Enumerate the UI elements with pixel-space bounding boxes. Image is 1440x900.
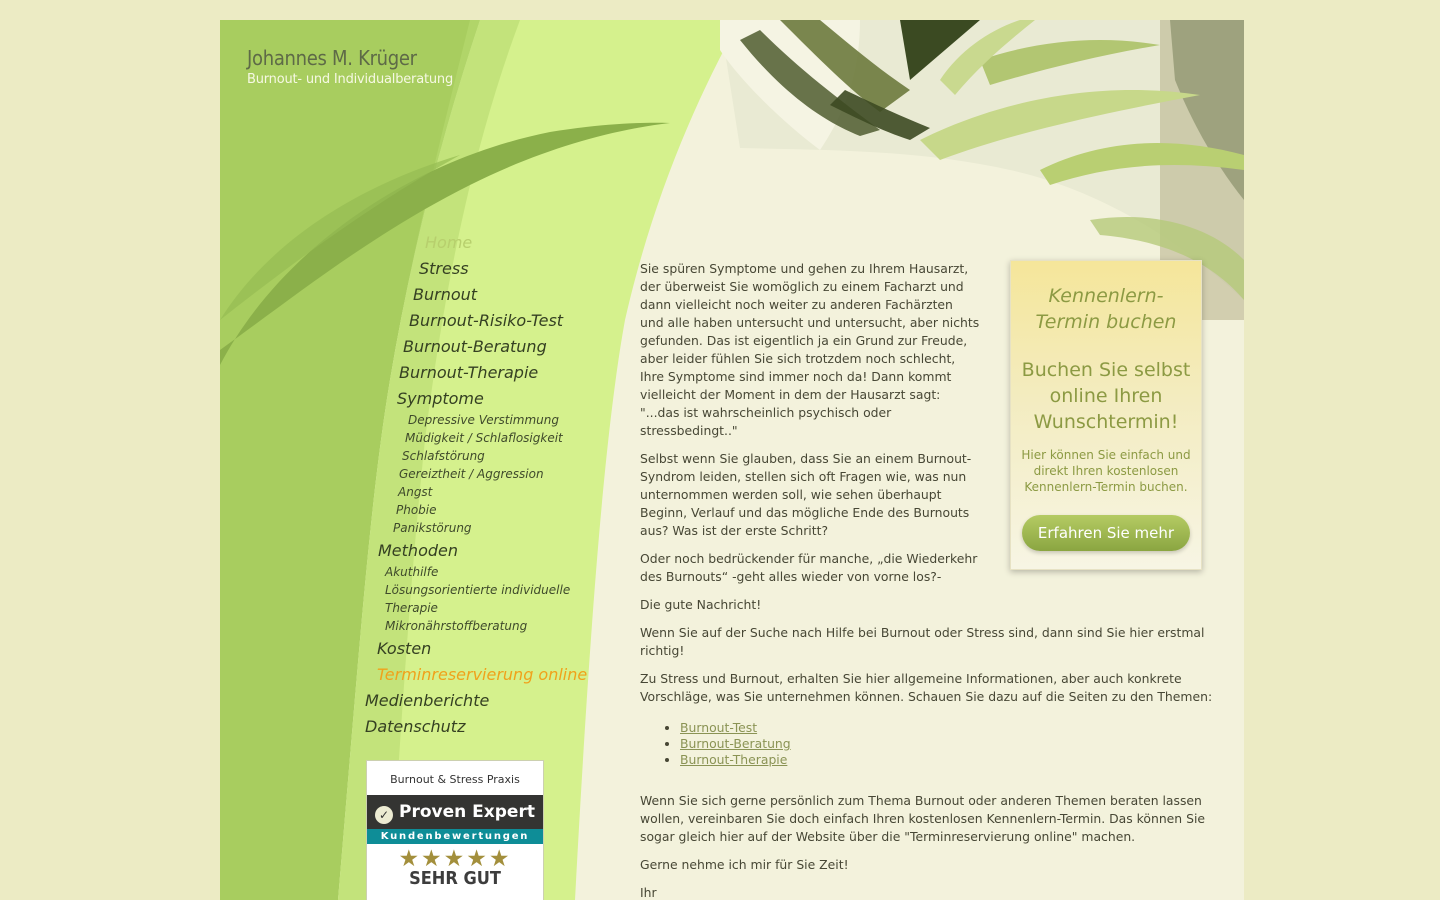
nav-subitem-muedigkeit[interactable]: Müdigkeit / Schlaflosigkeit (405, 431, 563, 445)
content-paragraph: Zu Stress und Burnout, erhalten Sie hier allgemeine Informationen, aber auch konkrete Vorschläge, was Sie unternehmen können. Schauen Sie dazu auf die Seiten zu den Themen: (640, 671, 1213, 704)
badge-band: Kundenbewertungen (367, 829, 543, 844)
content-paragraph: Die gute Nachricht! (640, 597, 762, 612)
list-item (680, 720, 1230, 736)
nav-subitem-gereiztheit[interactable]: Gereiztheit / Aggression (399, 467, 544, 481)
nav-item-terminreservierung[interactable]: Terminreservierung online (377, 665, 588, 684)
nav-item-datenschutz[interactable]: Datenschutz (365, 717, 466, 736)
nav-subitem-akuthilfe[interactable]: Akuthilfe (385, 565, 439, 579)
booking-headline: Buchen Sie selbst online Ihren Wunschtermin! (1021, 359, 1191, 433)
badge-logo (367, 795, 543, 829)
rating-label: SEHR GUT (409, 868, 501, 889)
nav-item-burnout-beratung[interactable]: Burnout-Beratung (403, 337, 547, 356)
content-paragraph: Wenn Sie auf der Suche nach Hilfe bei Burnout oder Stress sind, dann sind Sie hier erstmal richtig! (640, 625, 1205, 658)
nav-subitem-mikronaehrstoffberatung[interactable]: Mikronährstoffberatung (385, 619, 528, 633)
content-paragraph: Sie spüren Symptome und gehen zu Ihrem Hausarzt, der überweist Sie womöglich zu einem Facharzt und dann vielleicht noch weiter zu anderen Fachärzten und alle haben untersucht und untersucht, aber nichts gefunden. Das ist eigentlich ja ein Grund zur Freude, aber leider fühlen Sie sich trotzdem noch schlecht, Ihre Symptome sind immer noch da! Dann kommt vielleicht der Moment in dem der Hausarzt sagt: "...das ist wahrscheinlich psychisch oder stressbedingt.." (640, 261, 980, 438)
nav-item-burnout-therapie[interactable]: Burnout-Therapie (399, 363, 539, 382)
nav-item-burnout[interactable]: Burnout (413, 285, 478, 304)
brand-name[interactable]: Johannes M. Krüger (247, 46, 417, 70)
content-paragraph: Gerne nehme ich mir für Sie Zeit! (640, 857, 849, 872)
badge-title: Burnout & Stress Praxis (390, 773, 520, 786)
nav-item-kosten[interactable]: Kosten (377, 639, 432, 658)
nav-subitem-therapie[interactable]: Therapie (385, 601, 438, 615)
booking-box (1010, 260, 1202, 570)
brand-subtitle: Burnout- und Individualberatung (247, 72, 453, 87)
list-item (680, 752, 1230, 768)
topic-link-list (640, 720, 1230, 768)
nav-subitem-depressive-verstimmung[interactable]: Depressive Verstimmung (408, 413, 560, 427)
learn-more-button[interactable]: Erfahren Sie mehr (1022, 515, 1190, 551)
proven-expert-badge[interactable] (366, 760, 544, 900)
booking-title: Kennenlern-Termin buchen (1035, 285, 1177, 333)
booking-text: Hier können Sie einfach und direkt Ihren kostenlosen Kennenlern-Termin buchen. (1021, 448, 1191, 494)
badge-logo-text: Proven Expert (399, 802, 535, 822)
check-icon: ✓ (375, 806, 393, 824)
nav-subitem-panikstoerung[interactable]: Panikstörung (393, 521, 472, 535)
page (220, 20, 1244, 900)
content-paragraph: Oder noch bedrückender für manche, „die Wiederkehr des Burnouts“ -geht alles wieder von vorne los?- (640, 551, 978, 584)
link-burnout-beratung[interactable]: Burnout-Beratung (680, 736, 791, 751)
link-burnout-test[interactable]: Burnout-Test (680, 720, 758, 735)
rating-stars: ★★★★★ (398, 846, 512, 872)
link-burnout-therapie[interactable]: Burnout-Therapie (680, 752, 788, 767)
nav-item-stress[interactable]: Stress (419, 259, 469, 278)
nav-subitem-phobie[interactable]: Phobie (396, 503, 437, 517)
content-paragraph: Wenn Sie sich gerne persönlich zum Thema Burnout oder anderen Themen beraten lassen wollen, vereinbaren Sie doch einfach Ihren kostenlosen Kennenlern-Termin. Das können Sie sogar gleich hier auf der Website über die "Terminreservierung online" machen. (640, 793, 1206, 844)
content-paragraph: Selbst wenn Sie glauben, dass Sie an einem Burnout-Syndrom leiden, stellen sich oft Fragen wie, was nun unternommen werden soll, wie sehen überhaupt Beginn, Verlauf und das mögliche Ende des Burnouts aus? Was ist der erste Schritt? (640, 451, 972, 538)
nav-item-symptome[interactable]: Symptome (397, 389, 484, 408)
nav-subitem-angst[interactable]: Angst (398, 485, 433, 499)
nav-item-medienberichte[interactable]: Medienberichte (365, 691, 490, 710)
nav-subitem-loesungsorientierte[interactable]: Lösungsorientierte individuelle (385, 583, 571, 597)
nav-item-methoden[interactable]: Methoden (378, 541, 458, 560)
list-item (680, 736, 1230, 752)
nav-subitem-schlafstoerung[interactable]: Schlafstörung (402, 449, 485, 463)
nav-item-home[interactable]: Home (425, 233, 473, 252)
nav-item-burnout-risiko-test[interactable]: Burnout-Risiko-Test (409, 311, 564, 330)
content-paragraph: Ihr (640, 885, 657, 900)
